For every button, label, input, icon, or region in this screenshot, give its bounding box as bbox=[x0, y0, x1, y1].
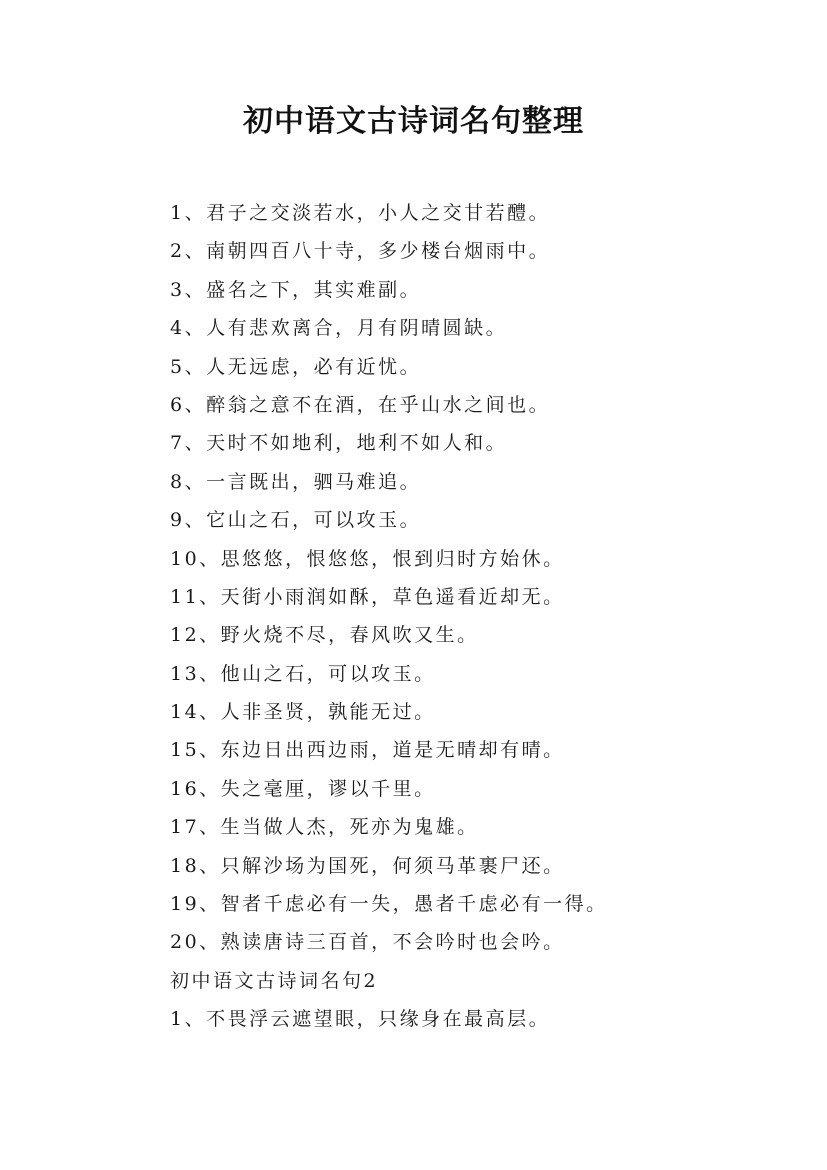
list-item: 1、君子之交淡若水，小人之交甘若醴。 bbox=[170, 202, 551, 224]
document-title: 初中语文古诗词名句整理 bbox=[243, 104, 584, 139]
list-item: 10、思悠悠，恨悠悠，恨到归时方始休。 bbox=[170, 547, 565, 570]
list-item: 12、野火烧不尽，春风吹又生。 bbox=[170, 624, 479, 647]
list-item: 13、他山之石，可以攻玉。 bbox=[170, 662, 436, 685]
list-item: 7、天时不如地利，地利不如人和。 bbox=[170, 432, 508, 455]
list-item: 18、只解沙场为国死，何须马革裹尸还。 bbox=[170, 854, 565, 877]
list-item: 6、醉翁之意不在酒，在乎山水之间也。 bbox=[170, 393, 551, 416]
list-item: 17、生当做人杰，死亦为鬼雄。 bbox=[170, 816, 479, 839]
list-item: 2、南朝四百八十寺，多少楼台烟雨中。 bbox=[170, 240, 551, 263]
list-item: 8、一言既出，驷马难追。 bbox=[170, 470, 422, 493]
list-item: 11、天街小雨润如酥，草色遥看近却无。 bbox=[170, 585, 565, 608]
list-item: 1、不畏浮云遮望眼，只缘身在最高层。 bbox=[170, 1008, 551, 1031]
list-item: 3、盛名之下，其实难副。 bbox=[170, 278, 422, 301]
section-heading: 初中语文古诗词名句2 bbox=[170, 969, 379, 992]
list-item: 19、智者千虑必有一失，愚者千虑必有一得。 bbox=[170, 893, 608, 916]
list-item: 16、失之毫厘，谬以千里。 bbox=[170, 777, 436, 800]
list-item: 15、东边日出西边雨，道是无晴却有晴。 bbox=[170, 739, 565, 762]
quote-list bbox=[170, 194, 790, 1039]
list-item: 5、人无远虑，必有近忧。 bbox=[170, 355, 422, 378]
list-item: 14、人非圣贤，孰能无过。 bbox=[170, 701, 436, 724]
list-item: 9、它山之石，可以攻玉。 bbox=[170, 509, 422, 532]
list-item: 4、人有悲欢离合，月有阴晴圆缺。 bbox=[170, 317, 508, 340]
list-item: 20、熟读唐诗三百首，不会吟时也会吟。 bbox=[170, 931, 565, 954]
